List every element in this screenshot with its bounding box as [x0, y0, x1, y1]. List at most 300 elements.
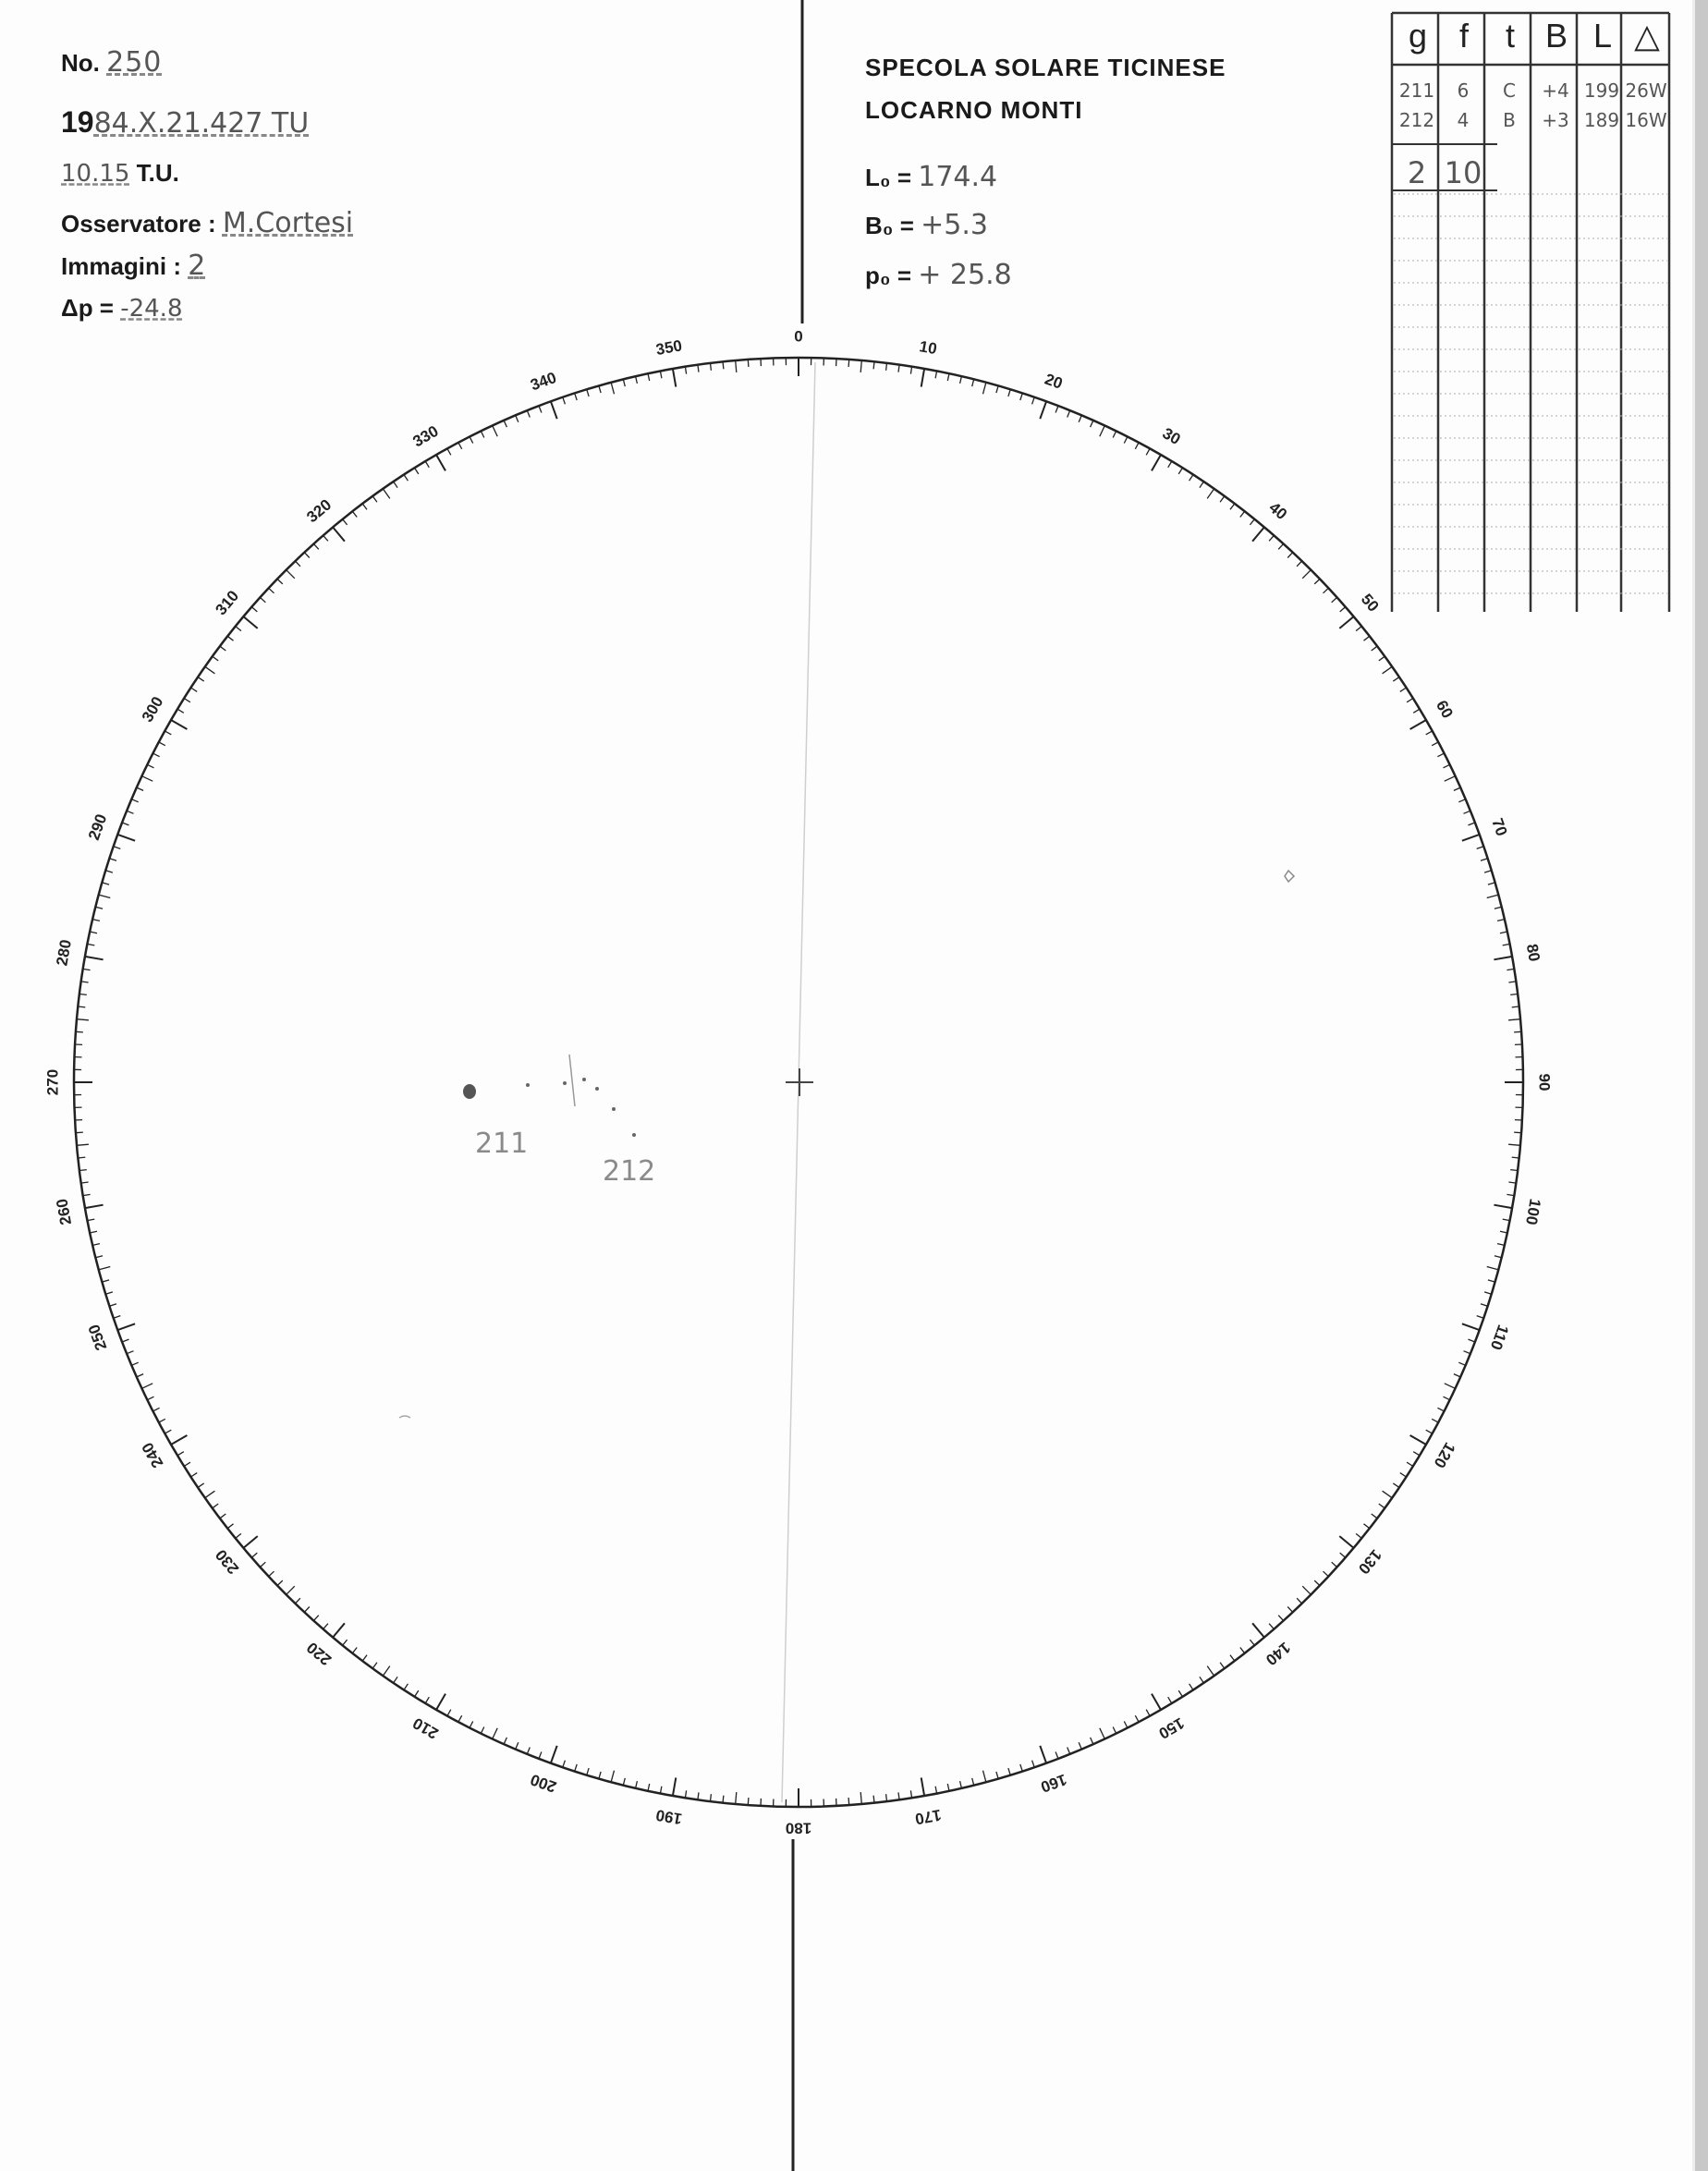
- degree-tick: [415, 1690, 419, 1697]
- degree-tick: [1068, 1748, 1070, 1754]
- degree-tick: [1356, 627, 1361, 631]
- degree-tick: [1445, 776, 1456, 782]
- degree-tick: [587, 1768, 589, 1775]
- group-label-211: 211: [475, 1128, 529, 1160]
- degree-tick: [95, 1256, 103, 1258]
- degree-tick: [1464, 811, 1470, 813]
- degree-label-310: 310: [212, 587, 243, 619]
- table-header-g: g: [1408, 17, 1428, 55]
- degree-tick: [220, 1514, 226, 1518]
- degree-tick: [551, 1746, 557, 1763]
- degree-tick: [648, 373, 650, 381]
- degree-label-230: 230: [212, 1545, 243, 1578]
- degree-tick: [1364, 636, 1370, 640]
- degree-tick: [972, 379, 974, 386]
- degree-tick: [127, 1351, 133, 1354]
- degree-tick: [372, 1663, 377, 1669]
- degree-tick: [493, 1728, 498, 1739]
- degree-tick: [539, 406, 542, 412]
- degree-tick: [1444, 1397, 1450, 1400]
- degree-tick: [575, 1764, 578, 1772]
- degree-tick: [114, 847, 121, 849]
- degree-tick: [1008, 1768, 1010, 1775]
- degree-tick: [184, 699, 190, 702]
- degree-tick: [205, 1491, 215, 1498]
- degree-tick: [243, 1536, 257, 1548]
- degree-tick: [1146, 1710, 1150, 1716]
- degree-tick: [1432, 742, 1438, 746]
- degree-tick: [404, 1684, 408, 1690]
- degree-tick: [1393, 1483, 1399, 1488]
- degree-tick: [1400, 688, 1407, 691]
- observatory-line1: SPECOLA SOLARE TICINESE: [865, 54, 1226, 81]
- degree-tick: [236, 627, 241, 631]
- degree-tick: [848, 360, 849, 367]
- table-row-2-f: 4: [1457, 109, 1470, 131]
- degree-label-70: 70: [1488, 815, 1511, 839]
- degree-tick: [1113, 431, 1116, 437]
- degree-tick: [1437, 753, 1444, 757]
- degree-tick: [131, 799, 138, 802]
- degree-tick: [109, 1304, 116, 1307]
- degree-tick: [1497, 1244, 1505, 1246]
- degree-tick: [372, 496, 377, 503]
- degree-label-300: 300: [138, 693, 167, 726]
- degree-tick: [287, 1586, 295, 1594]
- degree-tick: [323, 1624, 328, 1629]
- table-total-groups: 2: [1407, 155, 1427, 190]
- degree-tick: [95, 907, 103, 909]
- degree-tick: [1454, 787, 1460, 790]
- b0-label: B₀ =: [865, 212, 914, 239]
- degree-tick: [1426, 1430, 1433, 1433]
- degree-tick: [1413, 709, 1420, 713]
- degree-tick: [251, 607, 257, 612]
- degree-tick: [87, 944, 94, 945]
- degree-tick: [198, 1483, 204, 1488]
- b0-value: +5.3: [921, 209, 988, 241]
- degree-tick: [470, 1721, 473, 1727]
- degree-tick: [1407, 1462, 1413, 1466]
- degree-tick: [1512, 1157, 1519, 1158]
- degree-label-20: 20: [1042, 370, 1066, 393]
- degree-tick: [1379, 656, 1385, 661]
- degree-tick: [277, 579, 283, 584]
- degree-label-40: 40: [1265, 498, 1291, 524]
- degree-tick: [122, 823, 128, 825]
- degree-tick: [153, 1408, 160, 1411]
- degree-tick: [860, 1792, 861, 1804]
- degree-tick: [1469, 823, 1475, 825]
- degree-tick: [159, 742, 165, 746]
- degree-tick: [1332, 597, 1337, 602]
- p0-label: p₀ =: [865, 262, 912, 289]
- degree-tick: [935, 1787, 937, 1794]
- p0-value: + 25.8: [918, 259, 1012, 291]
- degree-tick: [723, 1796, 724, 1803]
- degree-tick: [1190, 475, 1193, 482]
- degree-tick: [102, 1280, 109, 1282]
- degree-tick: [1507, 1194, 1514, 1195]
- degree-tick: [748, 360, 749, 367]
- degree-tick: [77, 1019, 89, 1020]
- degree-tick: [343, 519, 348, 525]
- degree-label-110: 110: [1486, 1322, 1512, 1353]
- degree-tick: [611, 1771, 614, 1783]
- degree-tick: [551, 401, 557, 419]
- degree-tick: [213, 656, 219, 661]
- degree-tick: [78, 1006, 85, 1007]
- degree-tick: [1410, 1435, 1426, 1445]
- degree-tick: [184, 1462, 190, 1466]
- degree-label-140: 140: [1262, 1638, 1294, 1669]
- degree-tick: [287, 570, 295, 579]
- degree-tick: [295, 561, 300, 567]
- degree-tick: [313, 1616, 318, 1621]
- degree-tick: [1487, 1267, 1499, 1270]
- degree-label-260: 260: [53, 1197, 76, 1226]
- degree-tick: [362, 504, 367, 509]
- degree-tick: [213, 1504, 219, 1508]
- degree-tick: [1462, 1323, 1480, 1330]
- degree-tick: [1514, 1132, 1521, 1133]
- table-row-1-b: +4: [1542, 79, 1569, 102]
- degree-tick: [243, 616, 257, 628]
- degree-tick: [1091, 421, 1093, 427]
- degree-tick: [1079, 415, 1081, 421]
- degree-tick: [1020, 393, 1023, 400]
- degree-tick: [343, 1640, 348, 1645]
- degree-tick: [147, 1397, 153, 1400]
- degree-tick: [99, 895, 111, 897]
- degree-tick: [436, 1694, 445, 1710]
- degree-tick: [1507, 969, 1514, 970]
- degree-tick: [220, 646, 226, 651]
- degree-tick: [575, 393, 578, 400]
- degree-tick: [1287, 553, 1293, 558]
- group-label-212: 212: [603, 1155, 656, 1188]
- degree-tick: [470, 437, 473, 444]
- degree-tick: [685, 367, 686, 374]
- degree-tick: [1135, 1715, 1139, 1722]
- degree-tick: [383, 489, 390, 499]
- degree-tick: [1200, 482, 1204, 488]
- degree-tick: [1252, 527, 1264, 541]
- degree-tick: [1091, 1738, 1093, 1744]
- degree-tick: [81, 1182, 89, 1183]
- degree-tick: [394, 482, 398, 488]
- degree-tick: [1220, 496, 1225, 503]
- table-row-1-l: 199: [1583, 79, 1620, 102]
- degree-tick: [648, 1784, 650, 1791]
- degree-tick: [1339, 616, 1353, 628]
- table-header-f: f: [1458, 17, 1469, 55]
- degree-tick: [481, 431, 484, 437]
- degree-label-90: 90: [1535, 1073, 1554, 1092]
- degree-label-170: 170: [913, 1805, 943, 1828]
- degree-tick: [394, 1677, 398, 1683]
- spot-dot: [595, 1087, 599, 1091]
- degree-tick: [1339, 1536, 1353, 1548]
- degree-tick: [105, 871, 113, 872]
- degree-tick: [1469, 1339, 1475, 1342]
- degree-label-350: 350: [654, 336, 684, 360]
- degree-tick: [137, 787, 143, 790]
- degree-label-50: 50: [1357, 590, 1383, 616]
- degree-tick: [1494, 957, 1512, 959]
- table-row-2-delta: 16W: [1625, 109, 1667, 131]
- degree-tick: [1481, 1304, 1488, 1307]
- degree-tick: [921, 369, 924, 387]
- degree-tick: [1510, 1170, 1518, 1171]
- degree-tick: [1008, 389, 1010, 396]
- degree-tick: [227, 636, 233, 640]
- degree-label-160: 160: [1038, 1770, 1069, 1797]
- degree-tick: [563, 397, 566, 405]
- degree-label-120: 120: [1430, 1439, 1459, 1471]
- degree-tick: [960, 1781, 962, 1788]
- degree-tick: [269, 1571, 274, 1577]
- degree-tick: [1020, 1764, 1023, 1772]
- degree-tick: [1055, 1752, 1058, 1759]
- degree-tick: [1113, 1727, 1116, 1734]
- degree-tick: [333, 1623, 345, 1637]
- degree-tick: [898, 365, 899, 372]
- degree-label-200: 200: [528, 1770, 559, 1797]
- degree-tick: [1503, 1219, 1510, 1221]
- degree-tick: [1340, 1553, 1346, 1557]
- degree-tick: [527, 1748, 530, 1754]
- degree-tick: [1240, 511, 1245, 517]
- degree-tick: [109, 859, 116, 861]
- degree-tick: [611, 383, 614, 395]
- table-row-1-t: C: [1503, 79, 1516, 102]
- degree-label-190: 190: [654, 1805, 684, 1828]
- degree-tick: [1503, 944, 1510, 945]
- degree-label-220: 220: [303, 1638, 336, 1669]
- degree-tick: [1040, 1746, 1046, 1763]
- degree-tick: [1302, 570, 1311, 579]
- spot-group-211: [463, 1084, 476, 1099]
- degree-tick: [1055, 406, 1058, 412]
- degree-tick: [898, 1792, 899, 1799]
- degree-tick: [87, 1219, 94, 1221]
- degree-tick: [205, 666, 215, 674]
- degree-tick: [996, 1772, 998, 1779]
- degree-tick: [860, 360, 861, 372]
- degree-label-320: 320: [303, 495, 336, 527]
- degree-tick: [77, 1144, 89, 1145]
- degree-tick: [910, 367, 911, 374]
- degree-tick: [1032, 1761, 1035, 1768]
- degree-tick: [251, 1553, 257, 1557]
- degree-label-250: 250: [84, 1322, 111, 1353]
- degree-tick: [333, 527, 345, 541]
- degree-tick: [114, 1316, 121, 1319]
- degree-tick: [92, 920, 100, 921]
- degree-tick: [352, 511, 357, 517]
- degree-tick: [748, 1798, 749, 1805]
- degree-tick: [1437, 1408, 1444, 1411]
- degree-tick: [996, 385, 998, 393]
- observer-value: M.Cortesi: [222, 207, 354, 239]
- degree-tick: [660, 1787, 662, 1794]
- degree-tick: [1278, 1616, 1283, 1621]
- degree-tick: [698, 365, 699, 372]
- degree-tick: [458, 443, 462, 449]
- degree-label-30: 30: [1159, 424, 1184, 449]
- degree-tick: [1484, 871, 1492, 872]
- table-header-t: t: [1505, 17, 1515, 55]
- degree-tick: [165, 1430, 171, 1433]
- degree-label-10: 10: [918, 337, 939, 359]
- degree-label-130: 130: [1354, 1545, 1385, 1578]
- degree-tick: [153, 753, 160, 757]
- faculae-mark: [1285, 871, 1294, 882]
- degree-tick: [323, 535, 328, 541]
- degree-tick: [1413, 1452, 1420, 1456]
- degree-tick: [1508, 1144, 1520, 1145]
- degree-tick: [1324, 1571, 1329, 1577]
- degree-tick: [1252, 1623, 1264, 1637]
- degree-tick: [304, 1607, 310, 1613]
- degree-tick: [362, 1655, 367, 1661]
- degree-tick: [1207, 489, 1214, 499]
- degree-tick: [1445, 1384, 1456, 1389]
- degree-tick: [171, 1435, 187, 1445]
- degree-tick: [269, 588, 274, 593]
- degree-tick: [1250, 519, 1254, 525]
- degree-tick: [1510, 994, 1518, 995]
- degree-tick: [1297, 1598, 1302, 1604]
- degree-tick: [1444, 764, 1450, 768]
- degree-tick: [636, 376, 638, 384]
- group-table-grid: [1392, 13, 1669, 612]
- degree-tick: [636, 1781, 638, 1788]
- degree-tick: [1302, 1586, 1311, 1594]
- degree-tick: [79, 994, 87, 995]
- degree-tick: [1454, 1374, 1460, 1377]
- degree-tick: [159, 1419, 165, 1422]
- degree-tick: [1497, 920, 1505, 921]
- degree-tick: [177, 709, 184, 713]
- degree-tick: [1100, 1728, 1105, 1739]
- degree-tick: [425, 1697, 429, 1703]
- degree-label-80: 80: [1522, 942, 1543, 963]
- degree-tick: [1168, 461, 1172, 468]
- degree-tick: [1230, 504, 1235, 509]
- time-suffix: T.U.: [136, 159, 179, 187]
- degree-tick: [1432, 1419, 1438, 1422]
- degree-tick: [313, 543, 318, 549]
- observer-label: Osservatore :: [61, 210, 216, 238]
- degree-tick: [1477, 1316, 1484, 1319]
- degree-tick: [1426, 731, 1433, 735]
- degree-tick: [147, 764, 153, 768]
- degree-tick: [83, 969, 91, 970]
- degree-tick: [1458, 1362, 1465, 1365]
- degree-tick: [673, 369, 676, 387]
- degree-tick: [171, 720, 187, 729]
- degree-tick: [1494, 1256, 1502, 1258]
- degree-tick: [277, 1580, 283, 1586]
- degree-tick: [436, 455, 445, 470]
- degree-tick: [921, 1777, 924, 1796]
- degree-tick: [1278, 543, 1283, 549]
- degree-tick: [886, 1794, 887, 1801]
- degree-tick: [1488, 883, 1495, 884]
- date-prefix: 19: [61, 105, 94, 139]
- degree-tick: [983, 1771, 986, 1783]
- degree-label-60: 60: [1432, 697, 1457, 722]
- observatory-line2: LOCARNO MONTI: [865, 96, 1083, 124]
- degree-tick: [1508, 1019, 1520, 1020]
- degree-tick: [1168, 1697, 1172, 1703]
- degree-tick: [85, 957, 104, 959]
- degree-tick: [1494, 907, 1502, 909]
- degree-tick: [1207, 1666, 1214, 1677]
- degree-tick: [99, 1267, 111, 1270]
- degree-tick: [1200, 1677, 1204, 1683]
- degree-tick: [1487, 895, 1499, 897]
- degree-tick: [117, 835, 135, 841]
- degree-tick: [1297, 561, 1302, 567]
- degree-tick: [191, 1473, 198, 1477]
- degree-tick: [1383, 666, 1393, 674]
- degree-label-150: 150: [1155, 1714, 1188, 1743]
- degree-tick: [383, 1666, 390, 1677]
- degree-tick: [599, 1772, 601, 1779]
- spot-dot: [582, 1078, 586, 1081]
- degree-tick: [1269, 535, 1274, 541]
- date-value: 84.X.21.427 TU: [93, 107, 310, 140]
- degree-tick: [404, 475, 408, 482]
- degree-tick: [1240, 1648, 1245, 1653]
- degree-tick: [1383, 1491, 1393, 1498]
- table-row-2-b: +3: [1542, 109, 1569, 131]
- degree-tick: [1152, 1694, 1161, 1710]
- degree-tick: [1314, 1580, 1320, 1586]
- spot-dot: [632, 1133, 636, 1137]
- spot-dot: [526, 1083, 530, 1087]
- degree-tick: [1508, 1182, 1516, 1183]
- degree-tick: [127, 811, 133, 813]
- degree-tick: [458, 1715, 462, 1722]
- table-row-2-g: 212: [1398, 109, 1435, 131]
- degree-tick: [1407, 699, 1413, 702]
- degree-label-340: 340: [528, 368, 559, 395]
- degree-tick: [1314, 579, 1320, 584]
- degree-tick: [1356, 1533, 1361, 1538]
- degree-tick: [1364, 1524, 1370, 1529]
- degree-tick: [1462, 835, 1480, 841]
- degree-label-0: 0: [794, 327, 803, 346]
- degree-tick: [623, 379, 625, 386]
- degree-tick: [415, 468, 419, 474]
- degree-tick: [1477, 847, 1484, 849]
- degree-tick: [493, 426, 498, 437]
- degree-tick: [1484, 1292, 1492, 1294]
- degree-tick: [90, 1231, 97, 1233]
- degree-tick: [260, 597, 265, 602]
- degree-tick: [1100, 426, 1105, 437]
- degree-tick: [685, 1790, 686, 1798]
- table-total-spots: 10: [1444, 155, 1482, 190]
- degree-tick: [198, 677, 204, 682]
- degree-tick: [623, 1778, 625, 1786]
- degree-tick: [960, 376, 962, 384]
- degree-tick: [137, 1374, 143, 1377]
